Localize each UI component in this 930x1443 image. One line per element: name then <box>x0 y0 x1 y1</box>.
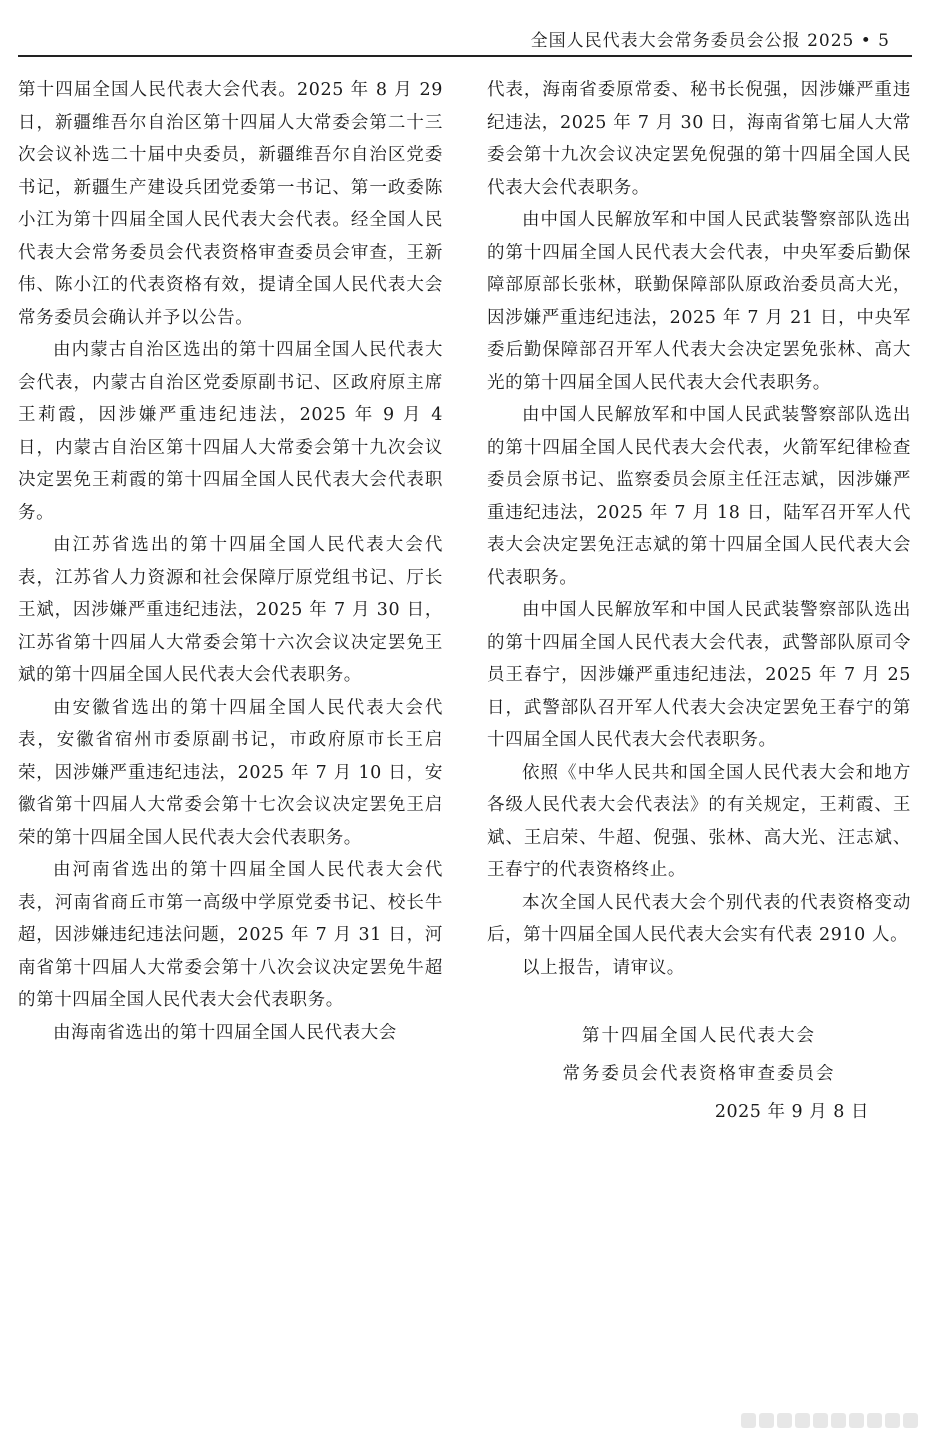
header-rule <box>18 55 912 57</box>
watermark-glyph <box>813 1413 828 1428</box>
watermark-glyph <box>741 1413 756 1428</box>
watermark-glyph <box>849 1413 864 1428</box>
watermark-glyph <box>831 1413 846 1428</box>
signature-block <box>487 1017 911 1131</box>
signature-org-line2: 常务委员会代表资格审查委员会 <box>562 1064 836 1084</box>
watermark-glyph <box>885 1413 900 1428</box>
signature-date: 2025 年 9 月 8 日 <box>714 1102 869 1122</box>
paragraph: 以上报告，请审议。 <box>522 957 685 978</box>
paragraph: 第十四届全国人民代表大会代表。2025 年 8 月 29 日，新疆维吾尔自治区第十四届人大常委会第二十三次会议补选二十届中央委员，新疆维吾尔自治区党委书记，新疆生产建设兵团党委第一书记、第一政委陈小江为第十四届全国人民代表大会代表。经全国人民代表大会常务委员会代表资格审查委员会审查，王新伟、陈小江的代表资格有效，提请全国人民代表大会常务委员会确认并予以公告。 <box>18 80 443 328</box>
paragraph: 由河南省选出的第十四届全国人民代表大会代表，河南省商丘市第一高级中学原党委书记、校长牛超，因涉嫌违纪违法问题，2025 年 7 月 31 日，河南省第十四届人大常委会第十八次会议决定罢免牛超的第十四届全国人民代表大会代表职务。 <box>18 860 443 1010</box>
paragraph: 代表，海南省委原常委、秘书长倪强，因涉嫌严重违纪违法，2025 年 7 月 30 日，海南省第七届人大常委会第十九次会议决定罢免倪强的第十四届全国人民代表大会代表职务。 <box>487 80 911 198</box>
page-bottom-fade <box>0 1373 930 1443</box>
paragraph: 由内蒙古自治区选出的第十四届全国人民代表大会代表，内蒙古自治区党委原副书记、区政府原主席王莉霞，因涉嫌严重违纪违法，2025 年 9 月 4 日，内蒙古自治区第十四届人大常委会第十九次会议决定罢免王莉霞的第十四届全国人民代表大会代表职务。 <box>18 340 443 523</box>
watermark-glyph <box>759 1413 774 1428</box>
watermark-glyph <box>903 1413 918 1428</box>
right-column <box>487 74 911 1131</box>
paragraph: 由中国人民解放军和中国人民武装警察部队选出的第十四届全国人民代表大会代表，中央军委后勤保障部原部长张林，联勤保障部队原政治委员高大光，因涉嫌严重违纪违法，2025 年 7 月 21 日，中央军委后勤保障部召开军人代表大会决定罢免张林、高大光的第十四届全国人民代表大会代表职务。 <box>487 210 911 393</box>
watermark-glyph <box>795 1413 810 1428</box>
watermark-glyph <box>777 1413 792 1428</box>
publication-header: 全国人民代表大会常务委员会公报 2025 • 5 <box>530 31 890 51</box>
watermark <box>708 1409 918 1431</box>
paragraph: 依照《中华人民共和国全国人民代表大会和地方各级人民代表大会代表法》的有关规定，王莉霞、王斌、王启荣、牛超、倪强、张林、高大光、汪志斌、王春宁的代表资格终止。 <box>487 762 911 880</box>
signature-org-line1: 第十四届全国人民代表大会 <box>582 1026 816 1046</box>
watermark-glyph <box>867 1413 882 1428</box>
left-column <box>18 74 443 1049</box>
paragraph: 本次全国人民代表大会个别代表的代表资格变动后，第十四届全国人民代表大会实有代表 2910 人。 <box>487 892 911 945</box>
paragraph: 由江苏省选出的第十四届全国人民代表大会代表，江苏省人力资源和社会保障厅原党组书记、厅长王斌，因涉嫌严重违纪违法，2025 年 7 月 30 日，江苏省第十四届人大常委会第十六次会议决定罢免王斌的第十四届全国人民代表大会代表职务。 <box>18 535 443 685</box>
paragraph: 由中国人民解放军和中国人民武装警察部队选出的第十四届全国人民代表大会代表，武警部队原司令员王春宁，因涉嫌严重违纪违法，2025 年 7 月 25 日，武警部队召开军人代表大会决定罢免王春宁的第十四届全国人民代表大会代表职务。 <box>487 600 911 750</box>
paragraph: 由安徽省选出的第十四届全国人民代表大会代表，安徽省宿州市委原副书记，市政府原市长王启荣，因涉嫌严重违纪违法，2025 年 7 月 10 日，安徽省第十四届人大常委会第十七次会议决定罢免王启荣的第十四届全国人民代表大会代表职务。 <box>18 697 443 848</box>
paragraph: 由海南省选出的第十四届全国人民代表大会 <box>53 1022 397 1043</box>
paragraph: 由中国人民解放军和中国人民武装警察部队选出的第十四届全国人民代表大会代表，火箭军纪律检查委员会原书记、监察委员会原主任汪志斌，因涉嫌严重违纪违法，2025 年 7 月 18 日，陆军召开军人代表大会决定罢免汪志斌的第十四届全国人民代表大会代表职务。 <box>487 405 911 588</box>
